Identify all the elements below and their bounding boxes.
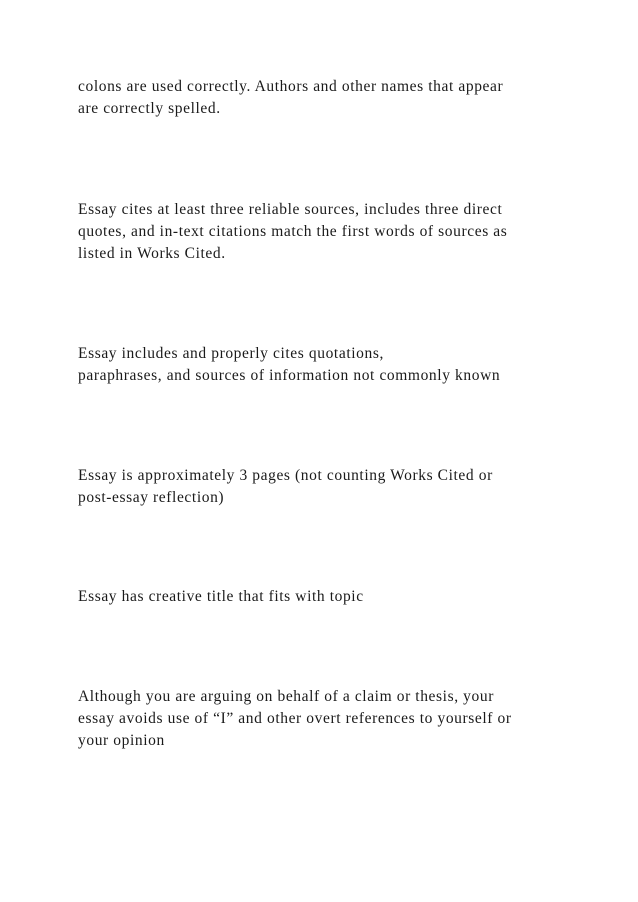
paragraph-voice: [78, 686, 578, 752]
text-line: your opinion: [78, 732, 165, 749]
text-line: listed in Works Cited.: [78, 245, 226, 262]
paragraph-title: [78, 586, 578, 608]
paragraph-length: [78, 465, 578, 509]
text-line: post-essay reflection): [78, 489, 225, 506]
text-line: Essay has creative title that fits with topic: [78, 588, 364, 605]
text-line: quotes, and in-text citations match the first words of sources as: [78, 223, 508, 240]
paragraph-sources: [78, 199, 578, 265]
text-line: essay avoids use of “I” and other overt references to yourself or: [78, 710, 512, 727]
text-line: are correctly spelled.: [78, 100, 221, 117]
paragraph-quotations: [78, 343, 578, 387]
text-line: Essay cites at least three reliable sources, includes three direct: [78, 201, 503, 218]
text-line: colons are used correctly. Authors and other names that appear: [78, 78, 504, 95]
text-line: Although you are arguing on behalf of a claim or thesis, your: [78, 688, 494, 705]
paragraph-spelling: [78, 76, 578, 120]
text-line: Essay includes and properly cites quotations,: [78, 345, 384, 362]
text-line: Essay is approximately 3 pages (not counting Works Cited or: [78, 467, 493, 484]
text-line: paraphrases, and sources of information not commonly known: [78, 367, 501, 384]
